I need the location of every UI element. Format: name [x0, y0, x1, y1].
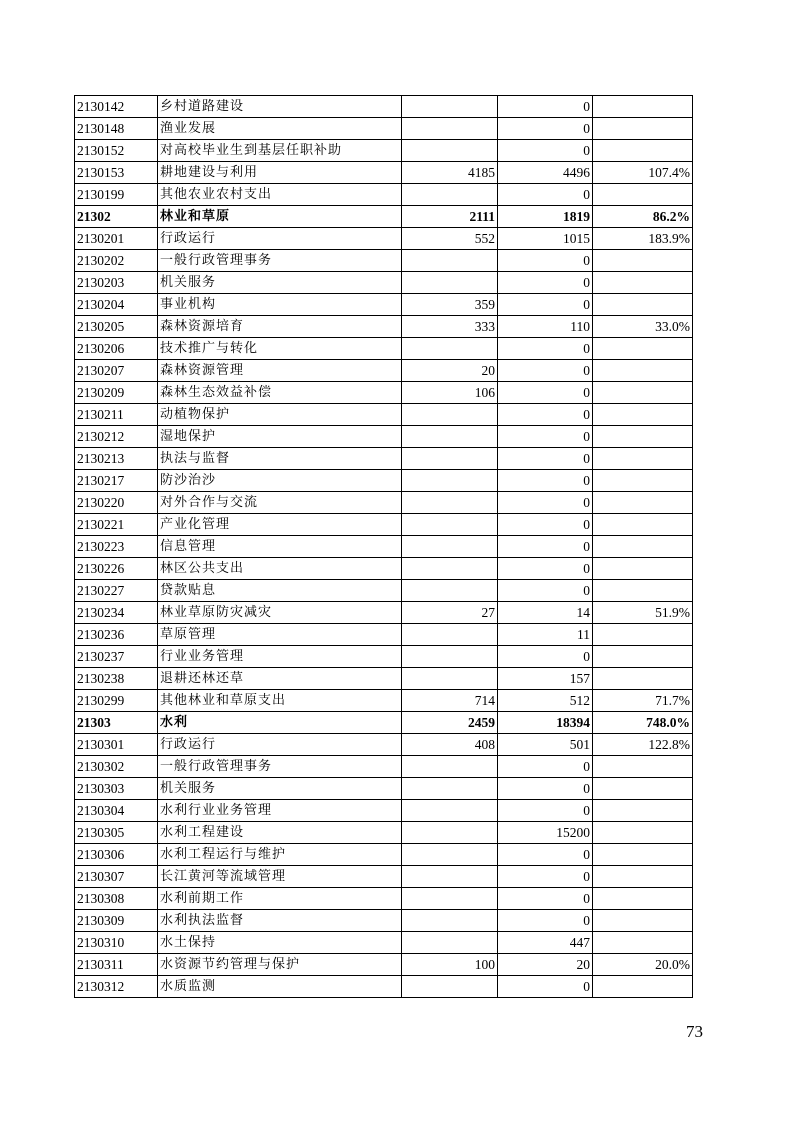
row-actual: 0	[498, 338, 593, 360]
row-name: 动植物保护	[158, 404, 402, 426]
row-percent	[593, 624, 693, 646]
table-row	[75, 96, 693, 118]
row-actual: 1819	[498, 206, 593, 228]
row-code: 2130221	[75, 514, 158, 536]
row-percent	[593, 646, 693, 668]
row-percent	[593, 360, 693, 382]
row-actual: 0	[498, 250, 593, 272]
table-row	[75, 404, 693, 426]
row-percent: 33.0%	[593, 316, 693, 338]
row-actual: 15200	[498, 822, 593, 844]
row-name: 产业化管理	[158, 514, 402, 536]
row-budget	[402, 514, 498, 536]
row-budget	[402, 866, 498, 888]
row-name: 水利工程建设	[158, 822, 402, 844]
row-actual: 0	[498, 558, 593, 580]
table-row	[75, 844, 693, 866]
row-name: 对外合作与交流	[158, 492, 402, 514]
row-budget	[402, 118, 498, 140]
row-budget	[402, 96, 498, 118]
row-actual: 0	[498, 800, 593, 822]
row-name: 水土保持	[158, 932, 402, 954]
row-actual: 0	[498, 778, 593, 800]
row-name: 机关服务	[158, 272, 402, 294]
row-code: 2130305	[75, 822, 158, 844]
row-name: 水利前期工作	[158, 888, 402, 910]
row-actual: 0	[498, 96, 593, 118]
row-percent	[593, 470, 693, 492]
row-actual: 0	[498, 426, 593, 448]
row-budget	[402, 404, 498, 426]
row-actual: 14	[498, 602, 593, 624]
row-percent	[593, 404, 693, 426]
row-actual: 110	[498, 316, 593, 338]
row-code: 2130142	[75, 96, 158, 118]
row-code: 2130209	[75, 382, 158, 404]
row-actual: 157	[498, 668, 593, 690]
row-name: 贷款贴息	[158, 580, 402, 602]
row-name: 机关服务	[158, 778, 402, 800]
row-actual: 0	[498, 118, 593, 140]
row-percent: 86.2%	[593, 206, 693, 228]
row-actual: 0	[498, 294, 593, 316]
row-percent	[593, 140, 693, 162]
row-code: 2130310	[75, 932, 158, 954]
row-budget: 333	[402, 316, 498, 338]
row-actual: 0	[498, 646, 593, 668]
row-budget	[402, 624, 498, 646]
row-actual: 0	[498, 976, 593, 998]
row-name: 水利	[158, 712, 402, 734]
table-row	[75, 360, 693, 382]
row-name: 水资源节约管理与保护	[158, 954, 402, 976]
table-row	[75, 646, 693, 668]
table-row	[75, 756, 693, 778]
row-code: 2130205	[75, 316, 158, 338]
row-budget	[402, 646, 498, 668]
row-code: 2130153	[75, 162, 158, 184]
row-percent	[593, 426, 693, 448]
row-percent	[593, 888, 693, 910]
table-row	[75, 558, 693, 580]
row-percent	[593, 118, 693, 140]
row-percent	[593, 976, 693, 998]
row-budget	[402, 822, 498, 844]
row-percent: 748.0%	[593, 712, 693, 734]
row-actual: 501	[498, 734, 593, 756]
row-budget	[402, 250, 498, 272]
row-budget	[402, 272, 498, 294]
row-code: 2130213	[75, 448, 158, 470]
row-name: 行业业务管理	[158, 646, 402, 668]
row-name: 水利执法监督	[158, 910, 402, 932]
table-row	[75, 338, 693, 360]
row-budget	[402, 492, 498, 514]
row-code: 2130207	[75, 360, 158, 382]
row-actual: 0	[498, 492, 593, 514]
table-row	[75, 712, 693, 734]
row-name: 林业草原防灾减灾	[158, 602, 402, 624]
row-name: 对高校毕业生到基层任职补助	[158, 140, 402, 162]
row-percent	[593, 668, 693, 690]
row-actual: 0	[498, 448, 593, 470]
row-percent	[593, 294, 693, 316]
row-percent	[593, 492, 693, 514]
row-percent	[593, 866, 693, 888]
row-code: 2130234	[75, 602, 158, 624]
row-actual: 0	[498, 470, 593, 492]
row-budget: 4185	[402, 162, 498, 184]
table-row	[75, 184, 693, 206]
row-name: 行政运行	[158, 734, 402, 756]
row-name: 湿地保护	[158, 426, 402, 448]
row-percent: 122.8%	[593, 734, 693, 756]
table-row	[75, 470, 693, 492]
row-budget	[402, 932, 498, 954]
table-row	[75, 536, 693, 558]
row-actual: 0	[498, 580, 593, 602]
row-percent: 20.0%	[593, 954, 693, 976]
row-actual: 0	[498, 360, 593, 382]
row-code: 2130152	[75, 140, 158, 162]
row-budget: 106	[402, 382, 498, 404]
row-percent	[593, 822, 693, 844]
row-actual: 11	[498, 624, 593, 646]
table-row	[75, 580, 693, 602]
row-code: 2130217	[75, 470, 158, 492]
row-actual: 4496	[498, 162, 593, 184]
row-name: 林业和草原	[158, 206, 402, 228]
row-name: 水质监测	[158, 976, 402, 998]
row-code: 2130223	[75, 536, 158, 558]
row-budget	[402, 470, 498, 492]
table-row	[75, 250, 693, 272]
row-name: 防沙治沙	[158, 470, 402, 492]
row-code: 2130301	[75, 734, 158, 756]
row-percent: 71.7%	[593, 690, 693, 712]
table-row	[75, 426, 693, 448]
table-row	[75, 888, 693, 910]
row-name: 执法与监督	[158, 448, 402, 470]
row-actual: 18394	[498, 712, 593, 734]
row-budget: 2459	[402, 712, 498, 734]
table-body	[75, 96, 693, 998]
row-percent: 107.4%	[593, 162, 693, 184]
row-name: 水利工程运行与维护	[158, 844, 402, 866]
row-percent	[593, 184, 693, 206]
row-budget	[402, 844, 498, 866]
table-row	[75, 866, 693, 888]
row-percent	[593, 536, 693, 558]
row-code: 2130206	[75, 338, 158, 360]
table-row	[75, 624, 693, 646]
row-percent	[593, 580, 693, 602]
table-row	[75, 690, 693, 712]
table-row	[75, 602, 693, 624]
row-budget	[402, 668, 498, 690]
row-percent	[593, 844, 693, 866]
row-budget: 359	[402, 294, 498, 316]
row-budget: 27	[402, 602, 498, 624]
row-code: 2130237	[75, 646, 158, 668]
row-name: 林区公共支出	[158, 558, 402, 580]
row-name: 森林资源培育	[158, 316, 402, 338]
row-name: 森林生态效益补偿	[158, 382, 402, 404]
table-row	[75, 382, 693, 404]
row-actual: 0	[498, 756, 593, 778]
row-code: 2130220	[75, 492, 158, 514]
row-budget	[402, 558, 498, 580]
row-percent	[593, 338, 693, 360]
row-code: 2130199	[75, 184, 158, 206]
table-row	[75, 910, 693, 932]
table-row	[75, 118, 693, 140]
row-code: 2130227	[75, 580, 158, 602]
row-actual: 0	[498, 184, 593, 206]
row-actual: 0	[498, 866, 593, 888]
row-budget	[402, 580, 498, 602]
row-code: 2130212	[75, 426, 158, 448]
row-percent: 51.9%	[593, 602, 693, 624]
row-percent	[593, 932, 693, 954]
row-name: 行政运行	[158, 228, 402, 250]
row-code: 2130201	[75, 228, 158, 250]
table-row	[75, 206, 693, 228]
row-name: 其他农业农村支出	[158, 184, 402, 206]
row-budget	[402, 426, 498, 448]
table-row	[75, 822, 693, 844]
row-actual: 512	[498, 690, 593, 712]
row-code: 2130302	[75, 756, 158, 778]
row-name: 森林资源管理	[158, 360, 402, 382]
row-actual: 0	[498, 910, 593, 932]
row-name: 技术推广与转化	[158, 338, 402, 360]
budget-table	[74, 95, 693, 998]
row-name: 草原管理	[158, 624, 402, 646]
row-percent	[593, 778, 693, 800]
table-row	[75, 734, 693, 756]
row-actual: 447	[498, 932, 593, 954]
row-budget	[402, 536, 498, 558]
row-actual: 1015	[498, 228, 593, 250]
row-budget: 2111	[402, 206, 498, 228]
row-budget: 20	[402, 360, 498, 382]
row-actual: 0	[498, 514, 593, 536]
table-row	[75, 294, 693, 316]
row-code: 21302	[75, 206, 158, 228]
row-percent	[593, 272, 693, 294]
table-row	[75, 448, 693, 470]
row-code: 2130309	[75, 910, 158, 932]
row-actual: 0	[498, 888, 593, 910]
row-percent	[593, 448, 693, 470]
row-code: 2130306	[75, 844, 158, 866]
row-actual: 0	[498, 844, 593, 866]
row-percent	[593, 514, 693, 536]
row-percent	[593, 910, 693, 932]
table-row	[75, 162, 693, 184]
row-code: 2130148	[75, 118, 158, 140]
row-code: 2130202	[75, 250, 158, 272]
row-budget	[402, 448, 498, 470]
row-code: 2130303	[75, 778, 158, 800]
row-budget	[402, 778, 498, 800]
row-budget: 552	[402, 228, 498, 250]
row-name: 退耕还林还草	[158, 668, 402, 690]
row-budget	[402, 910, 498, 932]
table-row	[75, 954, 693, 976]
row-budget	[402, 756, 498, 778]
row-code: 2130312	[75, 976, 158, 998]
table-row	[75, 228, 693, 250]
row-actual: 20	[498, 954, 593, 976]
table-row	[75, 778, 693, 800]
row-budget	[402, 976, 498, 998]
row-code: 21303	[75, 712, 158, 734]
row-code: 2130204	[75, 294, 158, 316]
row-name: 渔业发展	[158, 118, 402, 140]
table-row	[75, 272, 693, 294]
row-actual: 0	[498, 140, 593, 162]
table-row	[75, 492, 693, 514]
row-code: 2130226	[75, 558, 158, 580]
row-budget	[402, 338, 498, 360]
row-name: 乡村道路建设	[158, 96, 402, 118]
row-percent	[593, 800, 693, 822]
row-code: 2130307	[75, 866, 158, 888]
table-row	[75, 514, 693, 536]
row-name: 其他林业和草原支出	[158, 690, 402, 712]
row-actual: 0	[498, 382, 593, 404]
row-budget: 100	[402, 954, 498, 976]
table-row	[75, 800, 693, 822]
row-percent	[593, 756, 693, 778]
table-row	[75, 668, 693, 690]
table-row	[75, 316, 693, 338]
row-name: 信息管理	[158, 536, 402, 558]
row-code: 2130308	[75, 888, 158, 910]
row-name: 一般行政管理事务	[158, 250, 402, 272]
row-percent	[593, 558, 693, 580]
row-code: 2130304	[75, 800, 158, 822]
row-name: 事业机构	[158, 294, 402, 316]
row-budget: 714	[402, 690, 498, 712]
row-code: 2130299	[75, 690, 158, 712]
row-name: 一般行政管理事务	[158, 756, 402, 778]
row-budget	[402, 888, 498, 910]
row-budget: 408	[402, 734, 498, 756]
row-budget	[402, 184, 498, 206]
row-code: 2130211	[75, 404, 158, 426]
page-number: 73	[686, 1022, 703, 1041]
row-actual: 0	[498, 272, 593, 294]
row-code: 2130238	[75, 668, 158, 690]
row-code: 2130236	[75, 624, 158, 646]
row-percent	[593, 96, 693, 118]
row-percent	[593, 382, 693, 404]
row-percent: 183.9%	[593, 228, 693, 250]
table-row	[75, 976, 693, 998]
row-name: 长江黄河等流域管理	[158, 866, 402, 888]
table-row	[75, 140, 693, 162]
row-name: 水利行业业务管理	[158, 800, 402, 822]
row-percent	[593, 250, 693, 272]
row-code: 2130203	[75, 272, 158, 294]
row-code: 2130311	[75, 954, 158, 976]
row-name: 耕地建设与利用	[158, 162, 402, 184]
row-budget	[402, 800, 498, 822]
row-actual: 0	[498, 536, 593, 558]
row-actual: 0	[498, 404, 593, 426]
row-budget	[402, 140, 498, 162]
table-row	[75, 932, 693, 954]
